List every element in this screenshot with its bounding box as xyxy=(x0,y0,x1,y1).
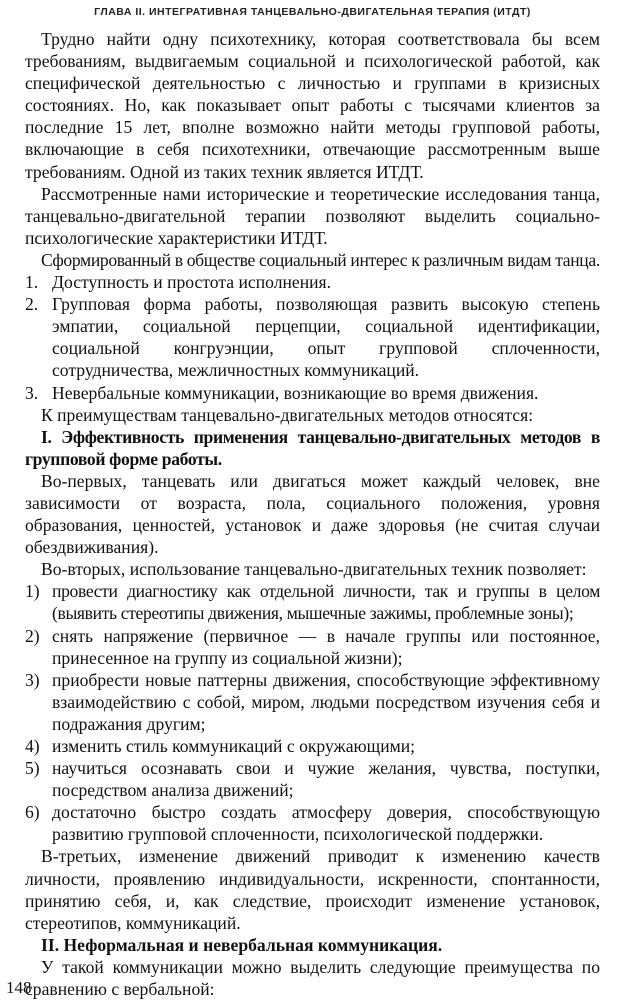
list-item xyxy=(25,669,600,735)
list-text: приобрести новые паттерны движения, способствующие эффективному взаимодействию с собой, миром, людьми посредством изучения себя и подражания другим; xyxy=(52,669,600,734)
list-number: 1) xyxy=(25,581,40,602)
list-item xyxy=(25,293,600,381)
list-text: изменить стиль коммуникаций с окружающими; xyxy=(52,736,416,756)
list-item xyxy=(25,735,600,757)
list-item xyxy=(25,757,600,801)
paragraph-intro: Трудно найти одну психотехнику, которая соответствовала бы всем требованиям, выдвигаемым социальной и психологической работой, как специфической деятельностью с личностью и группами в кризисных состояниях. Но, как показывает опыт работы с тысячами клиентов за последние 15 лет, вполне возможно найти методы групповой работы, включающие в себя психотехники, отвечающие рассмотренным выше требованиям. Одной из таких техник является ИТДТ. xyxy=(25,29,600,182)
list-number: 3. xyxy=(25,382,39,403)
list-text: Групповая форма работы, позволяющая развить высокую степень эмпатии, социальной перцепции, социальной идентификации, социальной конгруэнции, опыт групповой сплоченности, сотрудничества, межличностных коммуникаций. xyxy=(52,294,600,381)
paragraph-communication: У такой коммуникации можно выделить следующие преимущества по сравнению с вербальной: xyxy=(25,956,600,1000)
list-number: 2) xyxy=(25,625,40,646)
paragraph-advantages: К преимуществам танцевально-двигательных методов относятся: xyxy=(41,404,534,425)
list-number: 2. xyxy=(25,294,39,315)
list-item xyxy=(25,382,600,404)
characteristics-list xyxy=(25,271,600,404)
list-item xyxy=(25,580,600,624)
list-text: провести диагностику как отдельной личности, так и группы в целом (выявить стереотипы движения, мышечные зажимы, проблемные зоны); xyxy=(52,581,600,624)
techniques-list xyxy=(25,580,600,845)
paragraph-thirdly: В-третьих, изменение движений приводит к изменению качеств личности, проявлению индивидуальности, искренности, спонтанности, принятию себя, и, как следствие, происходит изменение установок, стереотипов, коммуникаций. xyxy=(25,846,600,933)
list-item xyxy=(25,625,600,669)
list-text: Невербальные коммуникации, возникающие во время движения. xyxy=(52,382,539,403)
running-header: ГЛАВА II. ИНТЕГРАТИВНАЯ ТАНЦЕВАЛЬНО-ДВИГАТЕЛЬНАЯ ТЕРАПИЯ (ИТДТ) xyxy=(94,6,531,18)
list-number: 1. xyxy=(25,272,39,293)
page-number: 148 xyxy=(6,978,32,997)
list-number: 5) xyxy=(25,758,40,779)
list-number: 4) xyxy=(25,736,40,756)
paragraph-social-interest: Сформированный в обществе социальный интерес к различным видам танца. xyxy=(41,249,600,270)
paragraph-secondly: Во-вторых, использование танцевально-двигательных техник позволяет: xyxy=(41,559,587,580)
list-text: научиться осознавать свои и чужие желания, чувства, поступки, посредством анализа движений; xyxy=(52,758,600,801)
section-heading-1: I. Эффективность применения танцевально-двигательных методов в групповой форме работы. xyxy=(25,426,600,469)
section-heading-2: II. Неформальная и невербальная коммуникация. xyxy=(41,934,443,955)
list-number: 6) xyxy=(25,802,40,823)
list-text: снять напряжение (первичное — в начале группы или постоянное, принесенное на группу из социальной жизни); xyxy=(52,625,600,668)
list-item xyxy=(25,271,600,293)
list-text: Доступность и простота исполнения. xyxy=(52,272,332,293)
paragraph-firstly: Во-первых, танцевать или двигаться может каждый человек, вне зависимости от возраста, пола, социального положения, уровня образования, ценностей, установок и даже здоровья (не считая случаи обездвиживания). xyxy=(25,470,600,558)
list-number: 3) xyxy=(25,669,40,690)
list-text: достаточно быстро создать атмосферу доверия, способствующую развитию групповой сплоченности, психологической поддержки. xyxy=(52,802,600,845)
paragraph-research: Рассмотренные нами исторические и теоретические исследования танца, танцевально-двигательной терапии позволяют выделить социально-психологические характеристики ИТДТ. xyxy=(25,183,600,248)
list-item xyxy=(25,801,600,845)
